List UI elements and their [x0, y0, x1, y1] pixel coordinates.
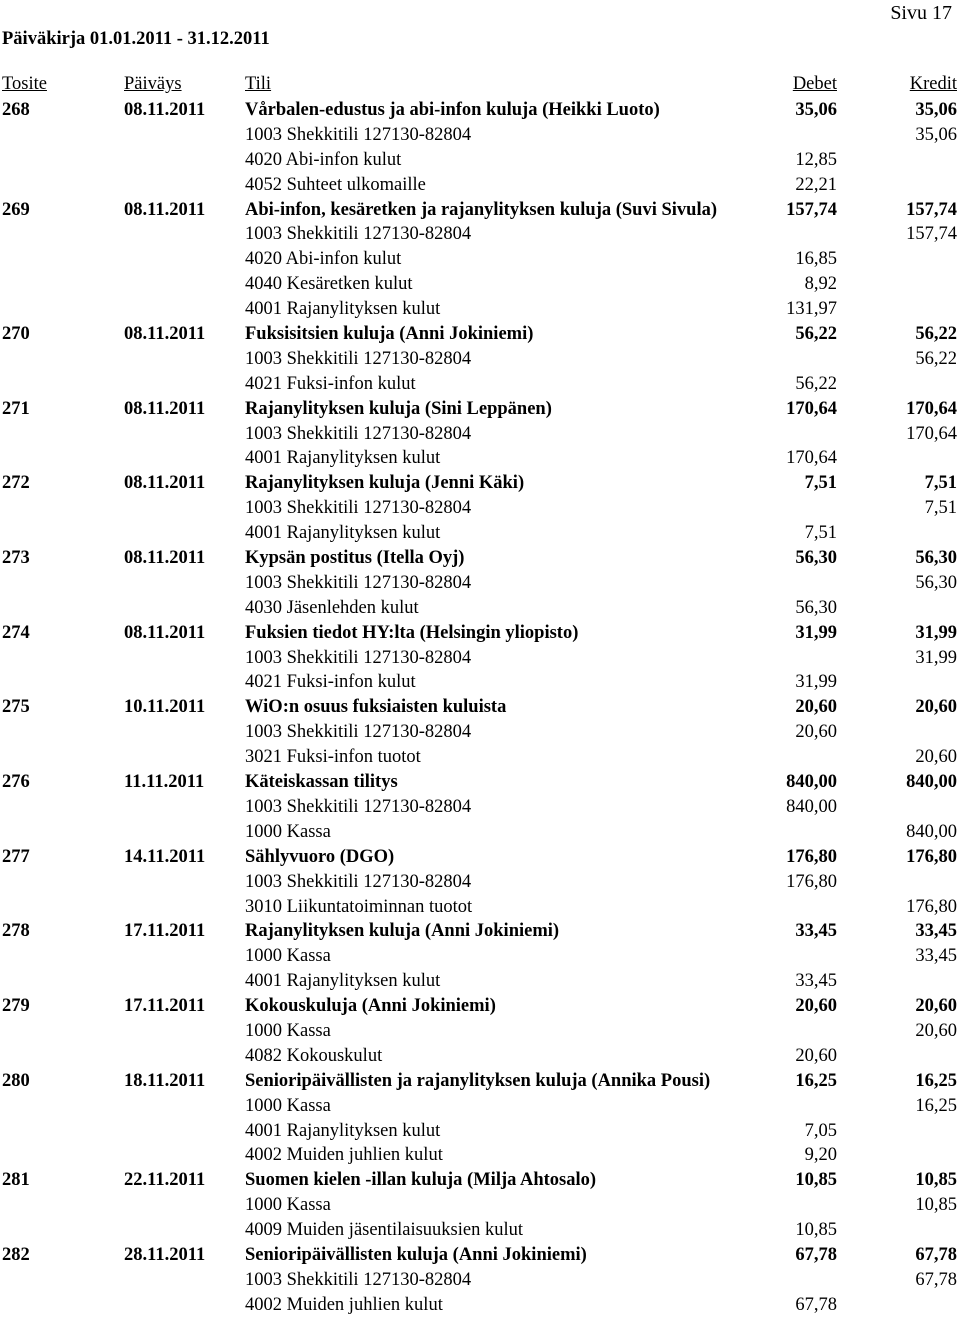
entry-kredit: 56,30 — [915, 548, 957, 569]
account-name: 3021 Fuksi-infon tuotot — [245, 747, 421, 768]
header-paivays: Päiväys — [124, 74, 182, 94]
entry-row — [0, 1243, 960, 1268]
account-name: 4001 Rajanylityksen kulut — [245, 523, 441, 544]
entry-kredit: 840,00 — [906, 772, 957, 793]
account-line — [0, 745, 960, 770]
account-kredit: 170,64 — [906, 423, 957, 444]
account-debet: 22,21 — [795, 174, 837, 195]
account-kredit: 35,06 — [915, 124, 957, 145]
account-line — [0, 347, 960, 372]
entry-row — [0, 919, 960, 944]
account-kredit: 840,00 — [906, 821, 957, 842]
account-name: 1003 Shekkitili 127130-82804 — [245, 224, 472, 245]
entry-date: 08.11.2011 — [124, 199, 206, 220]
account-debet: 840,00 — [786, 796, 837, 817]
entry-description: Rajanylityksen kuluja (Anni Jokiniemi) — [245, 921, 560, 942]
account-name: 4001 Rajanylityksen kulut — [245, 971, 441, 992]
account-kredit: 67,78 — [915, 1269, 957, 1290]
entry-description: Käteiskassan tilitys — [245, 772, 398, 793]
page-number: Sivu 17 — [890, 2, 952, 24]
account-kredit: 20,60 — [915, 1020, 957, 1041]
account-name: 4001 Rajanylityksen kulut — [245, 448, 441, 469]
account-kredit: 56,30 — [915, 572, 957, 593]
entry-debet: 176,80 — [786, 846, 837, 867]
entry-row — [0, 546, 960, 571]
account-line — [0, 222, 960, 247]
entry-row — [0, 1168, 960, 1193]
account-debet: 10,85 — [795, 1220, 837, 1241]
account-name: 1003 Shekkitili 127130-82804 — [245, 572, 472, 593]
account-line — [0, 247, 960, 272]
entry-debet: 35,06 — [795, 100, 837, 120]
account-debet: 31,99 — [795, 672, 837, 693]
account-name: 4020 Abi-infon kulut — [245, 249, 402, 270]
entry-date: 08.11.2011 — [124, 622, 206, 643]
account-debet: 7,51 — [804, 523, 837, 544]
account-debet: 20,60 — [795, 722, 837, 743]
account-debet: 16,85 — [795, 249, 837, 270]
header-tosite: Tosite — [2, 74, 47, 94]
entry-row — [0, 845, 960, 870]
account-kredit: 176,80 — [906, 896, 957, 917]
account-name: 4020 Abi-infon kulut — [245, 149, 402, 170]
entry-number: 280 — [2, 1070, 30, 1091]
account-line — [0, 646, 960, 671]
entry-date: 08.11.2011 — [124, 473, 206, 494]
account-name: 1003 Shekkitili 127130-82804 — [245, 498, 472, 519]
account-line — [0, 272, 960, 297]
entry-description: WiO:n osuus fuksiaisten kuluista — [245, 697, 507, 718]
header-debet: Debet — [792, 74, 837, 94]
account-line — [0, 670, 960, 695]
entry-debet: 170,64 — [786, 398, 837, 419]
entry-kredit: 7,51 — [924, 473, 957, 494]
account-line — [0, 148, 960, 173]
entry-kredit: 157,74 — [906, 199, 957, 220]
account-name: 4040 Kesäretken kulut — [245, 274, 413, 295]
account-line — [0, 1094, 960, 1119]
entry-debet: 7,51 — [804, 473, 837, 494]
account-line — [0, 297, 960, 322]
account-line — [0, 596, 960, 621]
entry-description: Kypsän postitus (Itella Oyj) — [245, 548, 465, 569]
account-line — [0, 1293, 960, 1318]
entry-number: 282 — [2, 1244, 30, 1265]
entry-description: Sählyvuoro (DGO) — [245, 846, 395, 867]
entry-row — [0, 770, 960, 795]
entry-row — [0, 397, 960, 422]
entry-row — [0, 1069, 960, 1094]
entry-kredit: 20,60 — [915, 996, 957, 1017]
account-name: 4021 Fuksi-infon kulut — [245, 373, 416, 394]
entry-kredit: 10,85 — [915, 1170, 957, 1191]
account-kredit: 157,74 — [906, 224, 957, 245]
account-line — [0, 1019, 960, 1044]
account-name: 4009 Muiden jäsentilaisuuksien kulut — [245, 1220, 523, 1241]
account-name: 4030 Jäsenlehden kulut — [245, 597, 419, 618]
account-name: 1000 Kassa — [245, 821, 331, 842]
entry-number: 270 — [2, 324, 30, 345]
entry-kredit: 35,06 — [915, 100, 957, 120]
entry-debet: 33,45 — [795, 921, 837, 942]
account-debet: 12,85 — [795, 149, 837, 170]
account-line — [0, 1119, 960, 1144]
header-kredit: Kredit — [909, 74, 957, 94]
account-line — [0, 123, 960, 148]
account-debet: 20,60 — [795, 1045, 837, 1066]
entry-debet: 20,60 — [795, 697, 837, 718]
entry-date: 18.11.2011 — [124, 1070, 206, 1091]
account-line — [0, 1268, 960, 1293]
entry-number: 273 — [2, 548, 30, 569]
entry-date: 17.11.2011 — [124, 921, 206, 942]
account-name: 1003 Shekkitili 127130-82804 — [245, 871, 472, 892]
journal-entries — [0, 98, 960, 1318]
entry-description: Fuksisitsien kuluja (Anni Jokiniemi) — [245, 324, 534, 345]
entry-kredit: 56,22 — [915, 324, 957, 345]
account-line — [0, 521, 960, 546]
entry-kredit: 16,25 — [915, 1070, 957, 1091]
entry-kredit: 33,45 — [915, 921, 957, 942]
entry-description: Vårbalen-edustus ja abi-infon kuluja (Heikki Luoto) — [245, 100, 660, 120]
entry-debet: 16,25 — [795, 1070, 837, 1091]
entry-row — [0, 198, 960, 223]
account-kredit: 31,99 — [915, 647, 957, 668]
header-tili: Tili — [245, 74, 272, 94]
account-line — [0, 446, 960, 471]
account-debet: 9,20 — [804, 1145, 837, 1166]
account-line — [0, 795, 960, 820]
account-name: 4002 Muiden juhlien kulut — [245, 1145, 443, 1166]
account-kredit: 20,60 — [915, 747, 957, 768]
entry-number: 281 — [2, 1170, 30, 1191]
account-debet: 56,30 — [795, 597, 837, 618]
entry-number: 271 — [2, 398, 30, 419]
account-line — [0, 1193, 960, 1218]
account-debet: 176,80 — [786, 871, 837, 892]
account-name: 1003 Shekkitili 127130-82804 — [245, 423, 472, 444]
entry-number: 274 — [2, 622, 30, 643]
account-name: 1003 Shekkitili 127130-82804 — [245, 1269, 472, 1290]
account-line — [0, 173, 960, 198]
account-name: 1003 Shekkitili 127130-82804 — [245, 348, 472, 369]
account-debet: 33,45 — [795, 971, 837, 992]
account-name: 3010 Liikuntatoiminnan tuotot — [245, 896, 473, 917]
entry-date: 08.11.2011 — [124, 100, 206, 120]
account-line — [0, 496, 960, 521]
account-name: 1003 Shekkitili 127130-82804 — [245, 722, 472, 743]
account-name: 4021 Fuksi-infon kulut — [245, 672, 416, 693]
entry-row — [0, 322, 960, 347]
account-name: 1000 Kassa — [245, 1020, 331, 1041]
entry-number: 279 — [2, 996, 30, 1017]
account-kredit: 16,25 — [915, 1095, 957, 1116]
entry-row — [0, 695, 960, 720]
account-name: 4052 Suhteet ulkomaille — [245, 174, 426, 195]
entry-row — [0, 621, 960, 646]
account-line — [0, 944, 960, 969]
account-line — [0, 372, 960, 397]
entry-date: 17.11.2011 — [124, 996, 206, 1017]
entry-kredit: 176,80 — [906, 846, 957, 867]
entry-kredit: 67,78 — [915, 1244, 957, 1265]
account-line — [0, 422, 960, 447]
account-name: 1003 Shekkitili 127130-82804 — [245, 124, 472, 145]
account-name: 1003 Shekkitili 127130-82804 — [245, 647, 472, 668]
account-debet: 67,78 — [795, 1294, 837, 1315]
account-kredit: 10,85 — [915, 1195, 957, 1216]
entry-number: 277 — [2, 846, 30, 867]
entry-description: Fuksien tiedot HY:lta (Helsingin yliopisto) — [245, 622, 579, 643]
entry-debet: 31,99 — [795, 622, 837, 643]
entry-debet: 56,30 — [795, 548, 837, 569]
account-line — [0, 571, 960, 596]
entry-description: Senioripäivällisten kuluja (Anni Jokiniemi) — [245, 1244, 587, 1265]
entry-date: 08.11.2011 — [124, 548, 206, 569]
entry-row — [0, 98, 960, 123]
entry-debet: 10,85 — [795, 1170, 837, 1191]
account-name: 1003 Shekkitili 127130-82804 — [245, 796, 472, 817]
entry-kredit: 20,60 — [915, 697, 957, 718]
account-debet: 7,05 — [804, 1120, 837, 1141]
entry-date: 10.11.2011 — [124, 697, 206, 718]
account-line — [0, 870, 960, 895]
entry-description: Senioripäivällisten ja rajanylityksen kuluja (Annika Pousi) — [245, 1070, 711, 1091]
entry-number: 276 — [2, 772, 30, 793]
column-headers — [0, 74, 960, 98]
entry-number: 269 — [2, 199, 30, 220]
entry-kredit: 31,99 — [915, 622, 957, 643]
entry-debet: 157,74 — [786, 199, 837, 220]
entry-row — [0, 994, 960, 1019]
entry-number: 272 — [2, 473, 30, 494]
account-line — [0, 720, 960, 745]
account-name: 1000 Kassa — [245, 1095, 331, 1116]
account-name: 4002 Muiden juhlien kulut — [245, 1294, 443, 1315]
entry-debet: 840,00 — [786, 772, 837, 793]
document-title: Päiväkirja 01.01.2011 - 31.12.2011 — [2, 29, 270, 49]
entry-date: 11.11.2011 — [124, 772, 205, 793]
account-name: 4082 Kokouskulut — [245, 1045, 383, 1066]
entry-number: 275 — [2, 697, 30, 718]
entry-description: Rajanylityksen kuluja (Sini Leppänen) — [245, 398, 552, 419]
account-kredit: 7,51 — [924, 498, 957, 519]
entry-description: Rajanylityksen kuluja (Jenni Käki) — [245, 473, 525, 494]
account-debet: 56,22 — [795, 373, 837, 394]
entry-debet: 56,22 — [795, 324, 837, 345]
account-name: 4001 Rajanylityksen kulut — [245, 1120, 441, 1141]
entry-date: 22.11.2011 — [124, 1170, 206, 1191]
entry-debet: 20,60 — [795, 996, 837, 1017]
account-debet: 131,97 — [786, 299, 837, 320]
entry-number: 268 — [2, 100, 30, 120]
entry-description: Abi-infon, kesäretken ja rajanylityksen kuluja (Suvi Sivula) — [245, 199, 718, 220]
account-name: 1000 Kassa — [245, 1195, 331, 1216]
entry-date: 08.11.2011 — [124, 324, 206, 345]
entry-description: Kokouskuluja (Anni Jokiniemi) — [245, 996, 496, 1017]
account-kredit: 56,22 — [915, 348, 957, 369]
entry-row — [0, 471, 960, 496]
account-line — [0, 820, 960, 845]
entry-date: 08.11.2011 — [124, 398, 206, 419]
account-line — [0, 1044, 960, 1069]
entry-date: 28.11.2011 — [124, 1244, 206, 1265]
account-kredit: 33,45 — [915, 946, 957, 967]
account-line — [0, 1218, 960, 1243]
entry-debet: 67,78 — [795, 1244, 837, 1265]
account-debet: 170,64 — [786, 448, 837, 469]
entry-number: 278 — [2, 921, 30, 942]
account-name: 1000 Kassa — [245, 946, 331, 967]
account-line — [0, 1143, 960, 1168]
entry-date: 14.11.2011 — [124, 846, 206, 867]
account-line — [0, 969, 960, 994]
entry-kredit: 170,64 — [906, 398, 957, 419]
account-debet: 8,92 — [804, 274, 837, 295]
account-name: 4001 Rajanylityksen kulut — [245, 299, 441, 320]
account-line — [0, 895, 960, 920]
entry-description: Suomen kielen -illan kuluja (Milja Ahtosalo) — [245, 1170, 597, 1191]
